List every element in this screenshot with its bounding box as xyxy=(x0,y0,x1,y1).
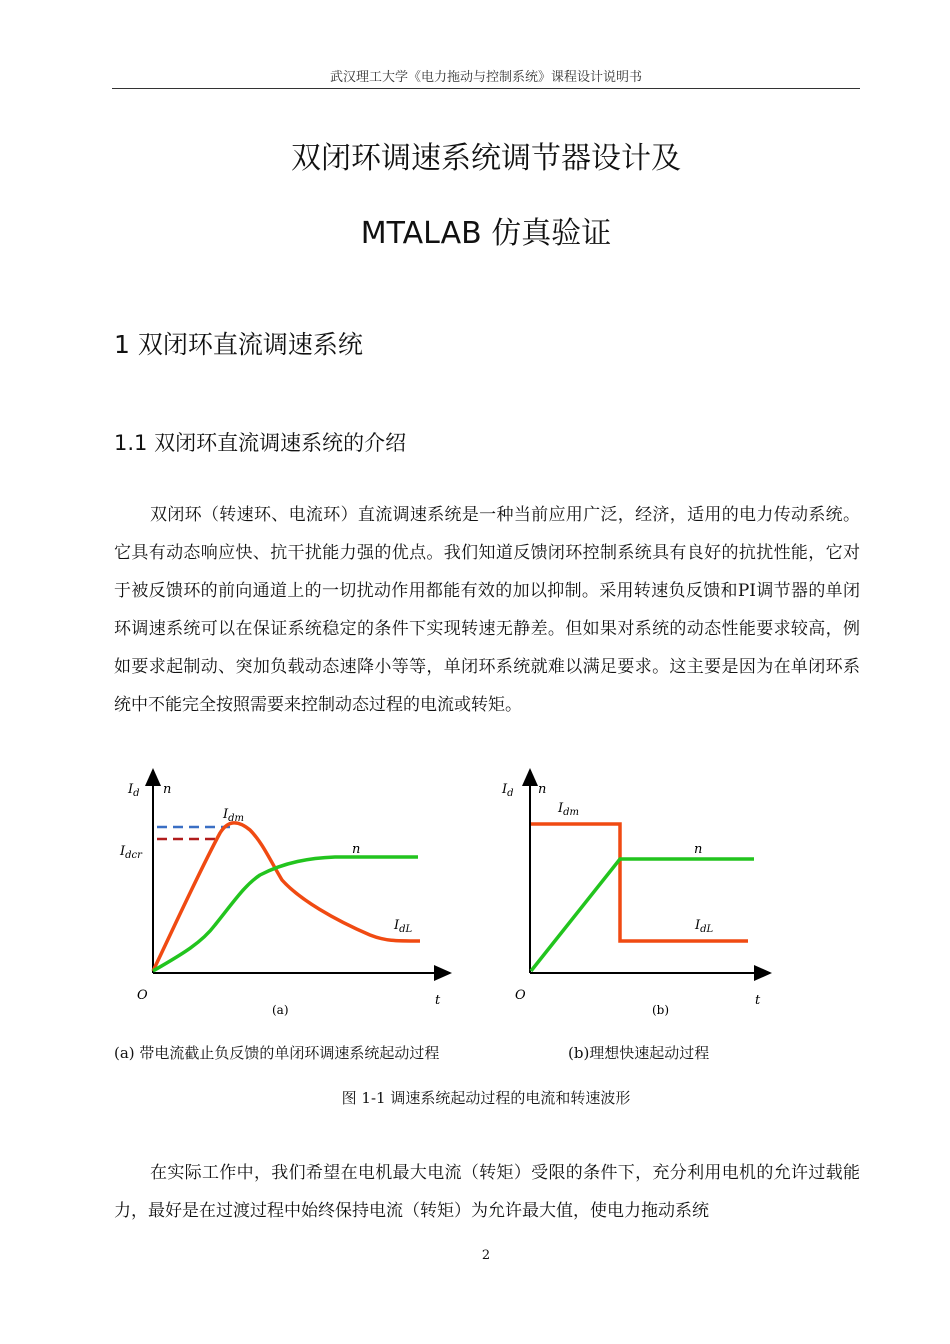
panel-b-tag: (b) xyxy=(652,1003,670,1017)
body-paragraph-2: 在实际工作中，我们希望在电机最大电流（转矩）受限的条件下，充分利用电机的允许过载能力，最好是在过渡过程中始终保持电流（转矩）为允许最大值，使电力拖动系统 xyxy=(114,1163,860,1221)
panel-b-axis-label-id: $I_d$ xyxy=(502,782,514,799)
section-heading-1-1: 1.1 双闭环直流调速系统的介绍 xyxy=(114,431,407,455)
panel-b-label-idm: $I_{dm}$ xyxy=(558,801,580,818)
panel-a xyxy=(119,770,450,1017)
running-header: 武汉理工大学《电力拖动与控制系统》课程设计说明书 xyxy=(329,70,642,85)
figure-caption-b: (b)理想快速起动过程 xyxy=(568,1044,710,1062)
panel-a-label-idm: $I_{dm}$ xyxy=(223,807,245,824)
document-title-line1: 双闭环调速系统调节器设计及 xyxy=(291,141,681,176)
panel-a-tag: (a) xyxy=(272,1003,289,1017)
figure-caption-a: (a) 带电流截止负反馈的单闭环调速系统起动过程 xyxy=(114,1044,440,1062)
panel-b-speed-curve xyxy=(531,859,754,971)
panel-a-label-idcr: $I_{dcr}$ xyxy=(120,844,142,861)
panel-a-origin: O xyxy=(137,988,148,1003)
panel-b-label-n-curve: n xyxy=(694,842,703,857)
panel-a-current-curve xyxy=(153,823,420,971)
page-number: 2 xyxy=(481,1248,491,1263)
panel-b-label-t: t xyxy=(755,993,761,1008)
figure-title: 图 1-1 调速系统起动过程的电流和转速波形 xyxy=(341,1089,631,1107)
panel-a-axis-label-n: n xyxy=(163,782,172,797)
panel-b-current-curve xyxy=(531,824,748,941)
panel-a-label-n-curve: n xyxy=(352,842,361,857)
panel-b xyxy=(501,770,770,1017)
body-paragraph-1: 双闭环（转速环、电流环）直流调速系统是一种当前应用广泛，经济，适用的电力传动系统。它具有动态响应快、抗干扰能力强的优点。我们知道反馈闭环控制系统具有良好的抗扰性能，它对于被反馈环的前向通道上的一切扰动作用都能有效的加以抑制。采用转速负反馈和PI调节器的单闭环调速系统可以在保证系统稳定的条件下实现转速无静差。但如果对系统的动态性能要求较高，例如要求起制动、突加负载动态速降小等等，单闭环系统就难以满足要求。这主要是因为在单闭环系统中不能完全按照需要来控制动态过程的电流或转矩。 xyxy=(114,505,860,715)
panel-a-label-t: t xyxy=(435,993,441,1008)
panel-b-label-idl: $I_{dL}$ xyxy=(695,918,714,935)
section-heading-1: 1 双闭环直流调速系统 xyxy=(114,330,363,359)
panel-b-origin: O xyxy=(515,988,526,1003)
document-title-line2: MTALAB 仿真验证 xyxy=(360,216,612,251)
panel-a-axis-label-id: $I_d$ xyxy=(128,782,140,799)
panel-b-axis-label-n: n xyxy=(538,782,547,797)
panel-a-label-idl: $I_{dL}$ xyxy=(394,918,413,935)
panel-a-speed-curve xyxy=(153,857,418,971)
